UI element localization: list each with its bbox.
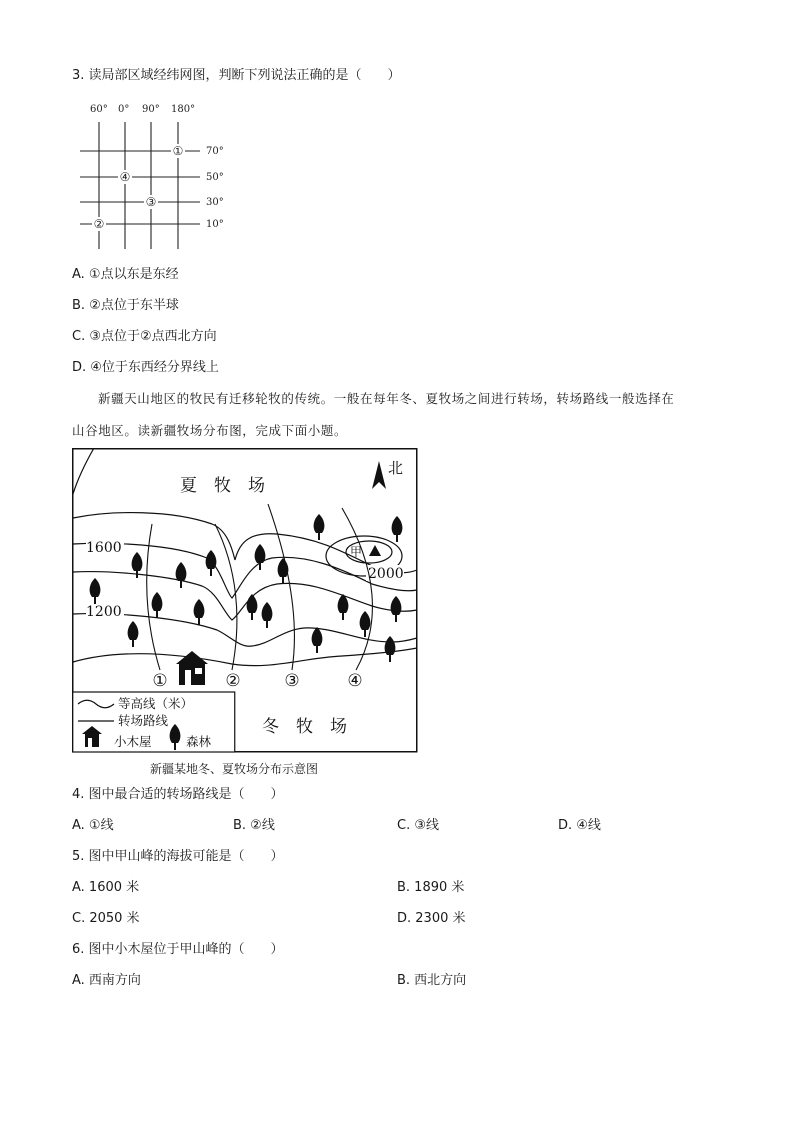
q5-option-b: B. 1890 米 [397,880,465,895]
legend-forest-label: 森林 [186,734,212,749]
q3-stem: 3. 读局部区域经纬网图，判断下列说法正确的是（ ） [72,68,401,83]
peak-label: 甲 [350,545,363,559]
lat-lon-grid [72,95,242,255]
summer-pasture-label: 夏 牧 场 [180,476,265,496]
q5-option-c: C. 2050 米 [72,911,140,926]
contour-label-1600: 1600 [86,540,122,556]
q3-option-d: D. ④位于东西经分界线上 [72,360,219,375]
map-legend [73,692,235,752]
lon-label-60: 60° [90,104,108,115]
q4-stem: 4. 图中最合适的转场路线是（ ） [72,787,284,802]
q4-option-d: D. ④线 [558,818,601,833]
lon-label-180: 180° [171,104,196,115]
grid-point-2: ② [93,217,105,231]
pasture-map [72,448,418,754]
route-label-2: ② [225,671,241,691]
q6-stem: 6. 图中小木屋位于甲山峰的（ ） [72,942,284,957]
route-label-4: ④ [347,671,363,691]
q4-option-c: C. ③线 [397,818,439,833]
q5-option-a: A. 1600 米 [72,880,140,895]
q3-option-b: B. ②点位于东半球 [72,298,179,313]
lat-label-30: 30° [206,197,224,208]
lon-label-90: 90° [142,104,160,115]
legend-cabin-label: 小木屋 [114,734,152,749]
map-caption: 新疆某地冬、夏牧场分布示意图 [150,762,319,776]
winter-pasture-label: 冬 牧 场 [262,717,347,737]
legend-route-label: 转场路线 [118,713,169,728]
q3-option-c: C. ③点位于②点西北方向 [72,329,217,344]
passage-line-2: 山谷地区。读新疆牧场分布图，完成下面小题。 [72,423,348,438]
q4-option-b: B. ②线 [233,818,275,833]
contour-label-2000: 2000 [368,566,404,582]
q5-option-d: D. 2300 米 [397,911,466,926]
lat-label-70: 70° [206,146,224,157]
lat-label-50: 50° [206,172,224,183]
lat-labels [206,146,224,230]
q5-stem: 5. 图中甲山峰的海拔可能是（ ） [72,849,284,864]
lon-label-0: 0° [118,104,130,115]
grid-point-4: ④ [119,170,131,184]
lon-labels [90,104,195,115]
route-label-3: ③ [284,671,300,691]
grid-point-1: ① [172,144,184,158]
contour-label-1200: 1200 [86,604,122,620]
q3-option-a: A. ①点以东是东经 [72,267,179,282]
q6-option-b: B. 西北方向 [397,973,467,988]
route-label-1: ① [152,671,168,691]
q4-option-a: A. ①线 [72,818,114,833]
q6-option-a: A. 西南方向 [72,973,141,988]
passage-line-1: 新疆天山地区的牧民有迁移轮牧的传统。一般在每年冬、夏牧场之间进行转场，转场路线一般选择在 [98,391,675,406]
north-label: 北 [388,459,404,477]
lat-label-10: 10° [206,219,224,230]
grid-point-3: ③ [145,195,157,209]
legend-contour-label: 等高线（米） [118,696,194,711]
